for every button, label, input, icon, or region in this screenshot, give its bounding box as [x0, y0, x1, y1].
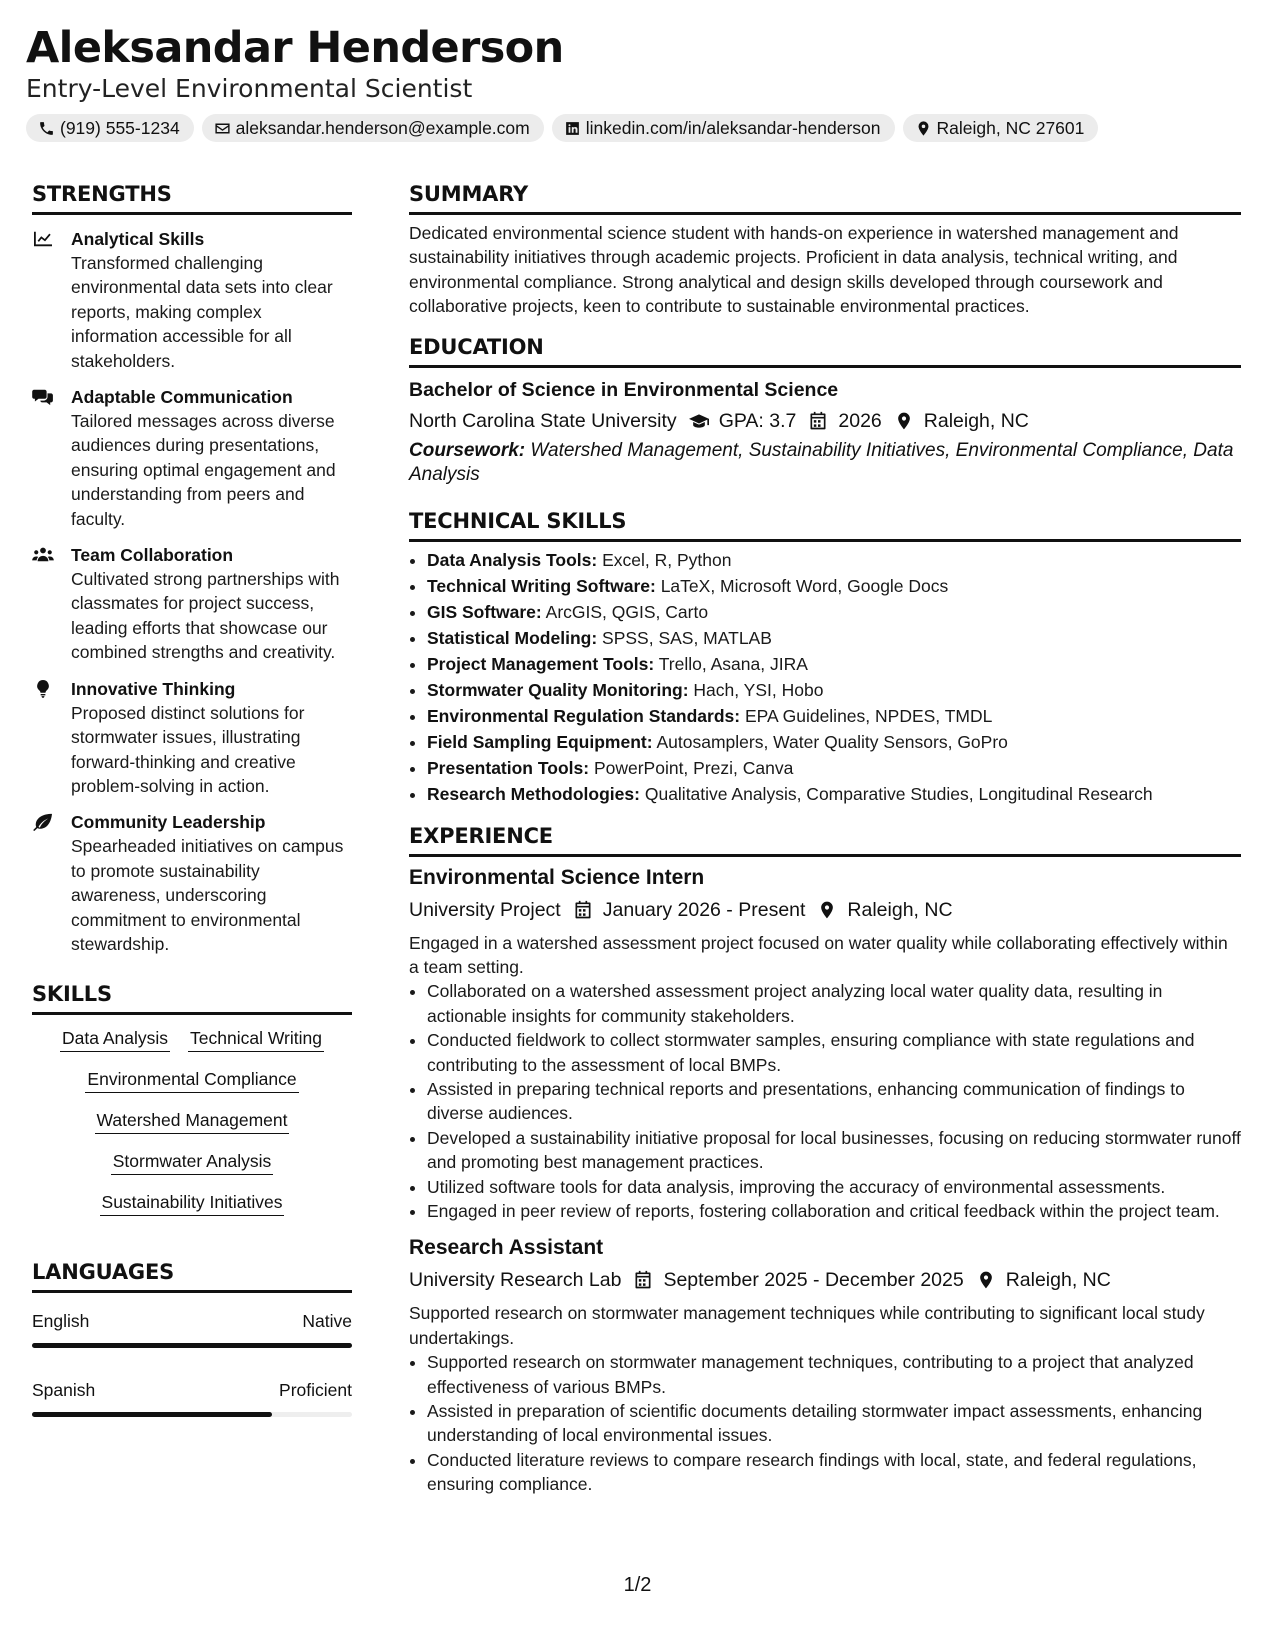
phone-icon [38, 120, 55, 137]
lightbulb-icon [32, 680, 54, 698]
list-item: • Conducted literature reviews to compare research findings with local, state, and federal regulations, ensuring compliance. [427, 1448, 1241, 1497]
skill-values: Hach, YSI, Hobo [693, 679, 824, 700]
job-meta [409, 895, 1241, 925]
skills-list [32, 1025, 352, 1216]
skill-values: EPA Guidelines, NPDES, TMDL [744, 705, 993, 726]
phone-contact[interactable] [26, 114, 194, 142]
language-name: Spanish [32, 1380, 96, 1401]
job-entry [409, 863, 1241, 1224]
job-location: Raleigh, NC [1005, 1269, 1111, 1292]
list-item [427, 574, 1241, 600]
candidate-title: Entry-Level Environmental Scientist [26, 74, 473, 103]
comments-icon [32, 388, 54, 406]
skill-row [32, 1025, 352, 1052]
languages-heading: LANGUAGES [32, 1258, 352, 1293]
list-item [427, 704, 1241, 730]
strength-title: Community Leadership [71, 812, 266, 833]
linkedin-text: linkedin.com/in/aleksandar-henderson [585, 117, 881, 138]
skill-values: LaTeX, Microsoft Word, Google Docs [660, 576, 949, 597]
skill-values: Qualitative Analysis, Comparative Studies, Longitudinal Research [644, 783, 1153, 804]
map-pin-icon [817, 900, 837, 920]
skill-values: SPSS, SAS, MATLAB [602, 628, 772, 649]
job-dates: January 2026 - Present [602, 898, 806, 921]
list-item: • Collaborated on a watershed assessment project analyzing local water quality data, resulting in actionable insights for community stakeholders. [427, 979, 1241, 1028]
skill-tag: Environmental Compliance [85, 1066, 298, 1093]
language-name: English [32, 1311, 90, 1332]
linkedin-icon [564, 120, 581, 137]
language-item [32, 1309, 352, 1348]
location-text: Raleigh, NC 27601 [936, 117, 1085, 138]
map-pin-icon [894, 411, 914, 431]
language-level-bar [32, 1412, 352, 1417]
skill-tag: Watershed Management [95, 1107, 290, 1134]
strength-desc: Cultivated strong partnerships with classmates for project success, leading efforts that showcase our combined strengths and creativity. [71, 569, 340, 663]
language-item [32, 1378, 352, 1417]
education-location: Raleigh, NC [923, 409, 1029, 432]
skill-row [32, 1107, 352, 1134]
skill-row [32, 1189, 352, 1216]
job-title: Environmental Science Intern [409, 865, 705, 889]
skill-row [32, 1148, 352, 1175]
job-org: University Project [409, 898, 561, 921]
envelope-icon [214, 120, 231, 137]
list-item [427, 756, 1241, 782]
job-summary: Engaged in a watershed assessment project focused on water quality while collaborating effectively within a team setting. [409, 932, 1228, 977]
list-item: • Supported research on stormwater management techniques, contributing to a project that analyzed effectiveness of various BMPs. [427, 1350, 1241, 1399]
list-item [427, 782, 1241, 808]
education-heading: EDUCATION [409, 333, 1241, 368]
skill-values: ArcGIS, QGIS, Carto [545, 602, 709, 623]
language-level: Proficient [279, 1380, 352, 1401]
skill-category: Stormwater Quality Monitoring: [427, 679, 689, 700]
candidate-name: Aleksandar Henderson [26, 23, 564, 73]
list-item: • Developed a sustainability initiative proposal for local businesses, focusing on reducing stormwater runoff and promoting best management practices. [427, 1126, 1241, 1175]
language-level: Native [302, 1311, 352, 1332]
list-item: • Conducted fieldwork to collect stormwater samples, ensuring compliance with state regulations and contributing to the assessment of local BMPs. [427, 1028, 1241, 1077]
strength-desc: Spearheaded initiatives on campus to promote sustainability awareness, underscoring commitment to environmental stewardship. [71, 836, 344, 954]
list-item [427, 730, 1241, 756]
job-entry [409, 1233, 1241, 1496]
skill-category: Environmental Regulation Standards: [427, 705, 741, 726]
right-column [409, 180, 1241, 1497]
strength-title: Team Collaboration [71, 545, 234, 566]
skill-values: PowerPoint, Prezi, Canva [593, 757, 794, 778]
skill-category: Research Methodologies: [427, 783, 640, 804]
skill-category: Project Management Tools: [427, 654, 655, 675]
linkedin-contact[interactable] [552, 114, 895, 142]
list-item [427, 678, 1241, 704]
strength-item [32, 810, 352, 956]
coursework-label: Coursework: [409, 439, 526, 461]
list-item [427, 652, 1241, 678]
skill-category: Field Sampling Equipment: [427, 731, 653, 752]
skill-category: Data Analysis Tools: [427, 550, 598, 571]
strength-desc: Proposed distinct solutions for stormwater issues, illustrating forward-thinking and creative problem-solving in action. [71, 702, 305, 796]
graduation-year: 2026 [838, 409, 882, 432]
line-chart-icon [32, 230, 54, 248]
skill-values: Excel, R, Python [602, 550, 732, 571]
skills-heading: SKILLS [32, 980, 352, 1015]
skill-tag: Data Analysis [60, 1025, 170, 1052]
skill-values: Autosamplers, Water Quality Sensors, GoPro [656, 731, 1008, 752]
strength-title: Innovative Thinking [71, 678, 236, 699]
job-title: Research Assistant [409, 1236, 604, 1260]
skill-row [32, 1066, 352, 1093]
job-dates: September 2025 - December 2025 [663, 1269, 964, 1292]
list-item: • Utilized software tools for data analysis, improving the accuracy of environmental assessments. [427, 1175, 1241, 1199]
strength-item [32, 385, 352, 531]
job-bullets [409, 979, 1241, 1223]
skill-category: Statistical Modeling: [427, 628, 598, 649]
skill-tag: Stormwater Analysis [111, 1148, 274, 1175]
coursework [409, 439, 1241, 488]
graduation-cap-icon [689, 411, 709, 431]
gpa-text: GPA: 3.7 [718, 409, 797, 432]
leaf-icon [32, 813, 54, 831]
strength-desc: Tailored messages across diverse audiences during presentations, ensuring optimal engagement and understanding from peers and faculty. [71, 411, 336, 529]
experience-heading: EXPERIENCE [409, 822, 1241, 857]
strength-desc: Transformed challenging environmental data sets into clear reports, making complex information accessible for all stakeholders. [71, 253, 333, 371]
email-text: aleksandar.henderson@example.com [235, 117, 530, 138]
skill-category: Technical Writing Software: [427, 576, 656, 597]
language-level-fill [32, 1343, 352, 1348]
coursework-list: Watershed Management, Sustainability Initiatives, Environmental Compliance, Data Analysis [409, 439, 1234, 486]
strength-item [32, 227, 352, 373]
calendar-icon [573, 900, 593, 920]
language-level-bar [32, 1343, 352, 1348]
strength-title: Adaptable Communication [71, 387, 293, 408]
strength-item [32, 543, 352, 665]
skill-tag: Technical Writing [188, 1025, 324, 1052]
calendar-icon [808, 411, 828, 431]
summary-text: Dedicated environmental science student with hands-on experience in watershed management and sustainability initiatives through academic projects. Proficient in data analysis, technical writing, and environmental compliance. Strong analytical and design skills developed through coursework and collaborative projects, keen to contribute to sustainable environmental practices. [409, 223, 1179, 317]
skill-category: GIS Software: [427, 602, 542, 623]
job-org: University Research Lab [409, 1269, 622, 1292]
language-level-fill [32, 1412, 272, 1417]
map-pin-icon [915, 120, 932, 137]
school-name: North Carolina State University [409, 409, 677, 432]
contact-bar [26, 114, 1256, 142]
education-meta [409, 406, 1241, 436]
summary-heading: SUMMARY [409, 180, 1241, 215]
technical-skills-heading: TECHNICAL SKILLS [409, 507, 1241, 542]
degree-title: Bachelor of Science in Environmental Science [409, 378, 839, 401]
job-meta [409, 1265, 1241, 1295]
skill-category: Presentation Tools: [427, 757, 590, 778]
map-pin-icon [976, 1270, 996, 1290]
users-icon [32, 546, 54, 564]
strength-item [32, 677, 352, 799]
job-location: Raleigh, NC [847, 898, 953, 921]
list-item: • Engaged in peer review of reports, fostering collaboration and critical feedback within the project team. [427, 1199, 1241, 1223]
phone-text: (919) 555-1234 [60, 117, 180, 138]
location-contact [903, 114, 1099, 142]
list-item: • Assisted in preparation of scientific documents detailing stormwater impact assessments, enhancing understanding of local environmental issues. [427, 1399, 1241, 1448]
list-item [427, 626, 1241, 652]
skill-values: Trello, Asana, JIRA [658, 654, 808, 675]
list-item [427, 600, 1241, 626]
strength-title: Analytical Skills [71, 229, 205, 249]
calendar-icon [633, 1270, 653, 1290]
left-column [32, 180, 352, 1417]
list-item: • Assisted in preparing technical reports and presentations, enhancing communication of findings to diverse audiences. [427, 1077, 1241, 1126]
skill-tag: Sustainability Initiatives [100, 1189, 285, 1216]
email-contact[interactable] [202, 114, 544, 142]
list-item [427, 548, 1241, 574]
job-summary: Supported research on stormwater management techniques while contributing to significant local study undertakings. [409, 1303, 1205, 1348]
technical-skills-list [409, 548, 1241, 807]
job-bullets [409, 1350, 1241, 1496]
strengths-heading: STRENGTHS [32, 180, 352, 215]
page-number: 1/2 [623, 1574, 652, 1596]
